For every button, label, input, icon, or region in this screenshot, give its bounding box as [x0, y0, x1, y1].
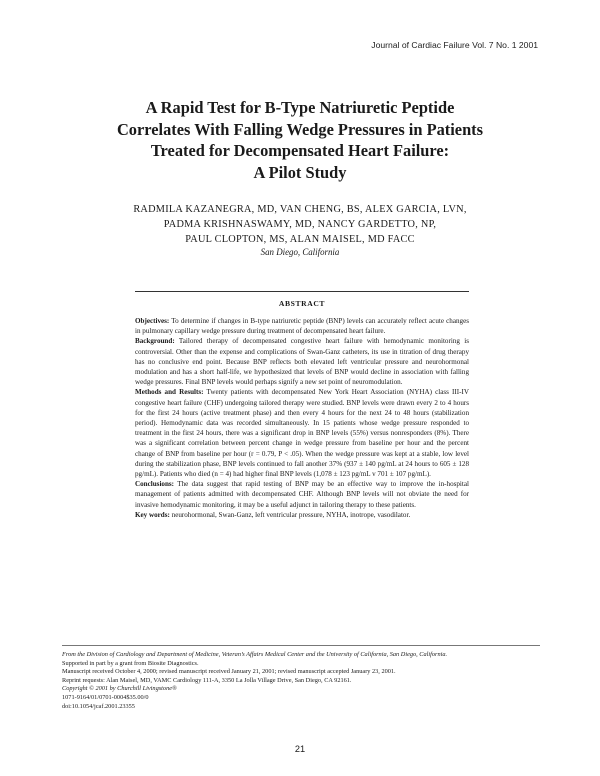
abstract-text: To determine if changes in B-type natriuretic peptide (BNP) levels can accurately reflect acute changes in pulmonary capillary wedge pressure during treatment of decompensated heart failure. — [135, 317, 469, 336]
abstract-objectives — [135, 316, 469, 336]
author-location: San Diego, California — [260, 247, 340, 257]
footnote-issn: 1071-9164/01/0701-0004$35.00/0 — [62, 693, 149, 701]
footnote-doi: doi:10.1054/jcaf.2001.23355 — [62, 702, 135, 710]
footnote-reprint: Reprint requests: Alan Maisel, MD, VAMC Cardiology 111-A, 3350 La Jolla Village Drive, San Diego, CA 92161. — [62, 676, 352, 684]
article-title — [60, 97, 540, 183]
title-line: A Rapid Test for B-Type Natriuretic Peptide — [145, 98, 455, 117]
abstract-text: Tailored therapy of decompensated congestive heart failure with hemodynamic monitoring is controversial. Other than the expense and complications of Swan-Ganz catheters, its use in titration of drug therapy has no conclusive end point. Because BNP reflects both elevated left ventricular pressure and neurohormonal modulation and has a short half-life, we hypothesized that levels of BNP would decline in association with falling wedge pressures. Final BNP levels would perhaps signify a new set point of neuromodulation. — [135, 337, 469, 387]
abstract-text: neurohormonal, Swan-Ganz, left ventricular pressure, NYHA, inotrope, vasodilator. — [171, 510, 411, 519]
abstract-label: Background: — [135, 337, 175, 346]
author-line: PADMA KRISHNASWAMY, MD, NANCY GARDETTO, NP, — [163, 219, 437, 231]
footnote-support: Supported in part by a grant from Biosite Diagnostics. — [62, 659, 199, 667]
abstract-text: Twenty patients with decompensated New York Heart Association (NYHA) class III-IV congestive heart failure (CHF) undergoing tailored therapy were studied. BNP levels were drawn every 2 to 4 hours for the first 24 hours (active treatment phase) and then every 4 hours for the next 24 to 48 hours (stabilization period). Hemodynamic data was recorded simultaneously. In 15 patients whose wedge pressure responded to treatment in the first 24 hours, there was a significant drop in BNP levels (55%) versus nonresponders (8%). There was a significant correlation between percent change in wedge pressure from baseline per hour and the percent change of BNP from baseline per hour (r = 0.79, P < .05). When the wedge pressure was kept at a stable, low level during the stabilization phase, BNP levels continued to fall another 37% (937 ± 140 pg/mL at 24 hours to 605 ± 128 pg/mL). Patients who died (n = 4) had higher final BNP levels (1,078 ± 123 pg/mL v 701 ± 107 pg/mL). — [135, 388, 469, 479]
author-line: PAUL CLOPTON, MS, ALAN MAISEL, MD FACC — [185, 234, 415, 246]
abstract — [135, 291, 469, 520]
title-line: Correlates With Falling Wedge Pressures in Patients — [116, 119, 484, 139]
abstract-label: Methods and Results: — [135, 388, 204, 397]
abstract-key-words — [135, 510, 469, 520]
title-line: A Pilot Study — [253, 162, 347, 182]
author-list — [60, 202, 540, 248]
abstract-background — [135, 336, 469, 387]
abstract-label: Key words: — [135, 510, 170, 519]
page-number: 21 — [294, 744, 306, 754]
footnote-copyright: Copyright © 2001 by Churchill Livingstone® — [62, 685, 177, 693]
abstract-label: Conclusions: — [135, 480, 175, 489]
abstract-text: The data suggest that rapid testing of BNP may be an effective way to improve the in-hospital management of patients admitted with decompensated CHF. Although BNP levels will not obviate the need for invasive hemodynamic monitoring, it may be a useful adjunct in tailoring therapy to these patients. — [135, 480, 469, 509]
abstract-conclusions — [135, 479, 469, 510]
abstract-methods-results — [135, 387, 469, 479]
footnotes — [62, 645, 540, 711]
abstract-label: Objectives: — [135, 317, 170, 325]
footnote-affiliation: From the Division of Cardiology and Department of Medicine, Veteran’s Affairs Medical Center and the University of California, San Diego, California. — [62, 651, 448, 658]
title-line: Treated for Decompensated Heart Failure: — [150, 141, 450, 160]
abstract-heading: ABSTRACT — [278, 299, 326, 308]
footnote-manuscript: Manuscript received October 4, 2000; revised manuscript received January 21, 2001; revised manuscript accepted January 23, 2001. — [62, 668, 396, 676]
author-line: RADMILA KAZANEGRA, MD, VAN CHENG, BS, ALEX GARCIA, LVN, — [133, 204, 467, 215]
journal-header: Journal of Cardiac Failure Vol. 7 No. 1 2001 — [371, 40, 538, 50]
